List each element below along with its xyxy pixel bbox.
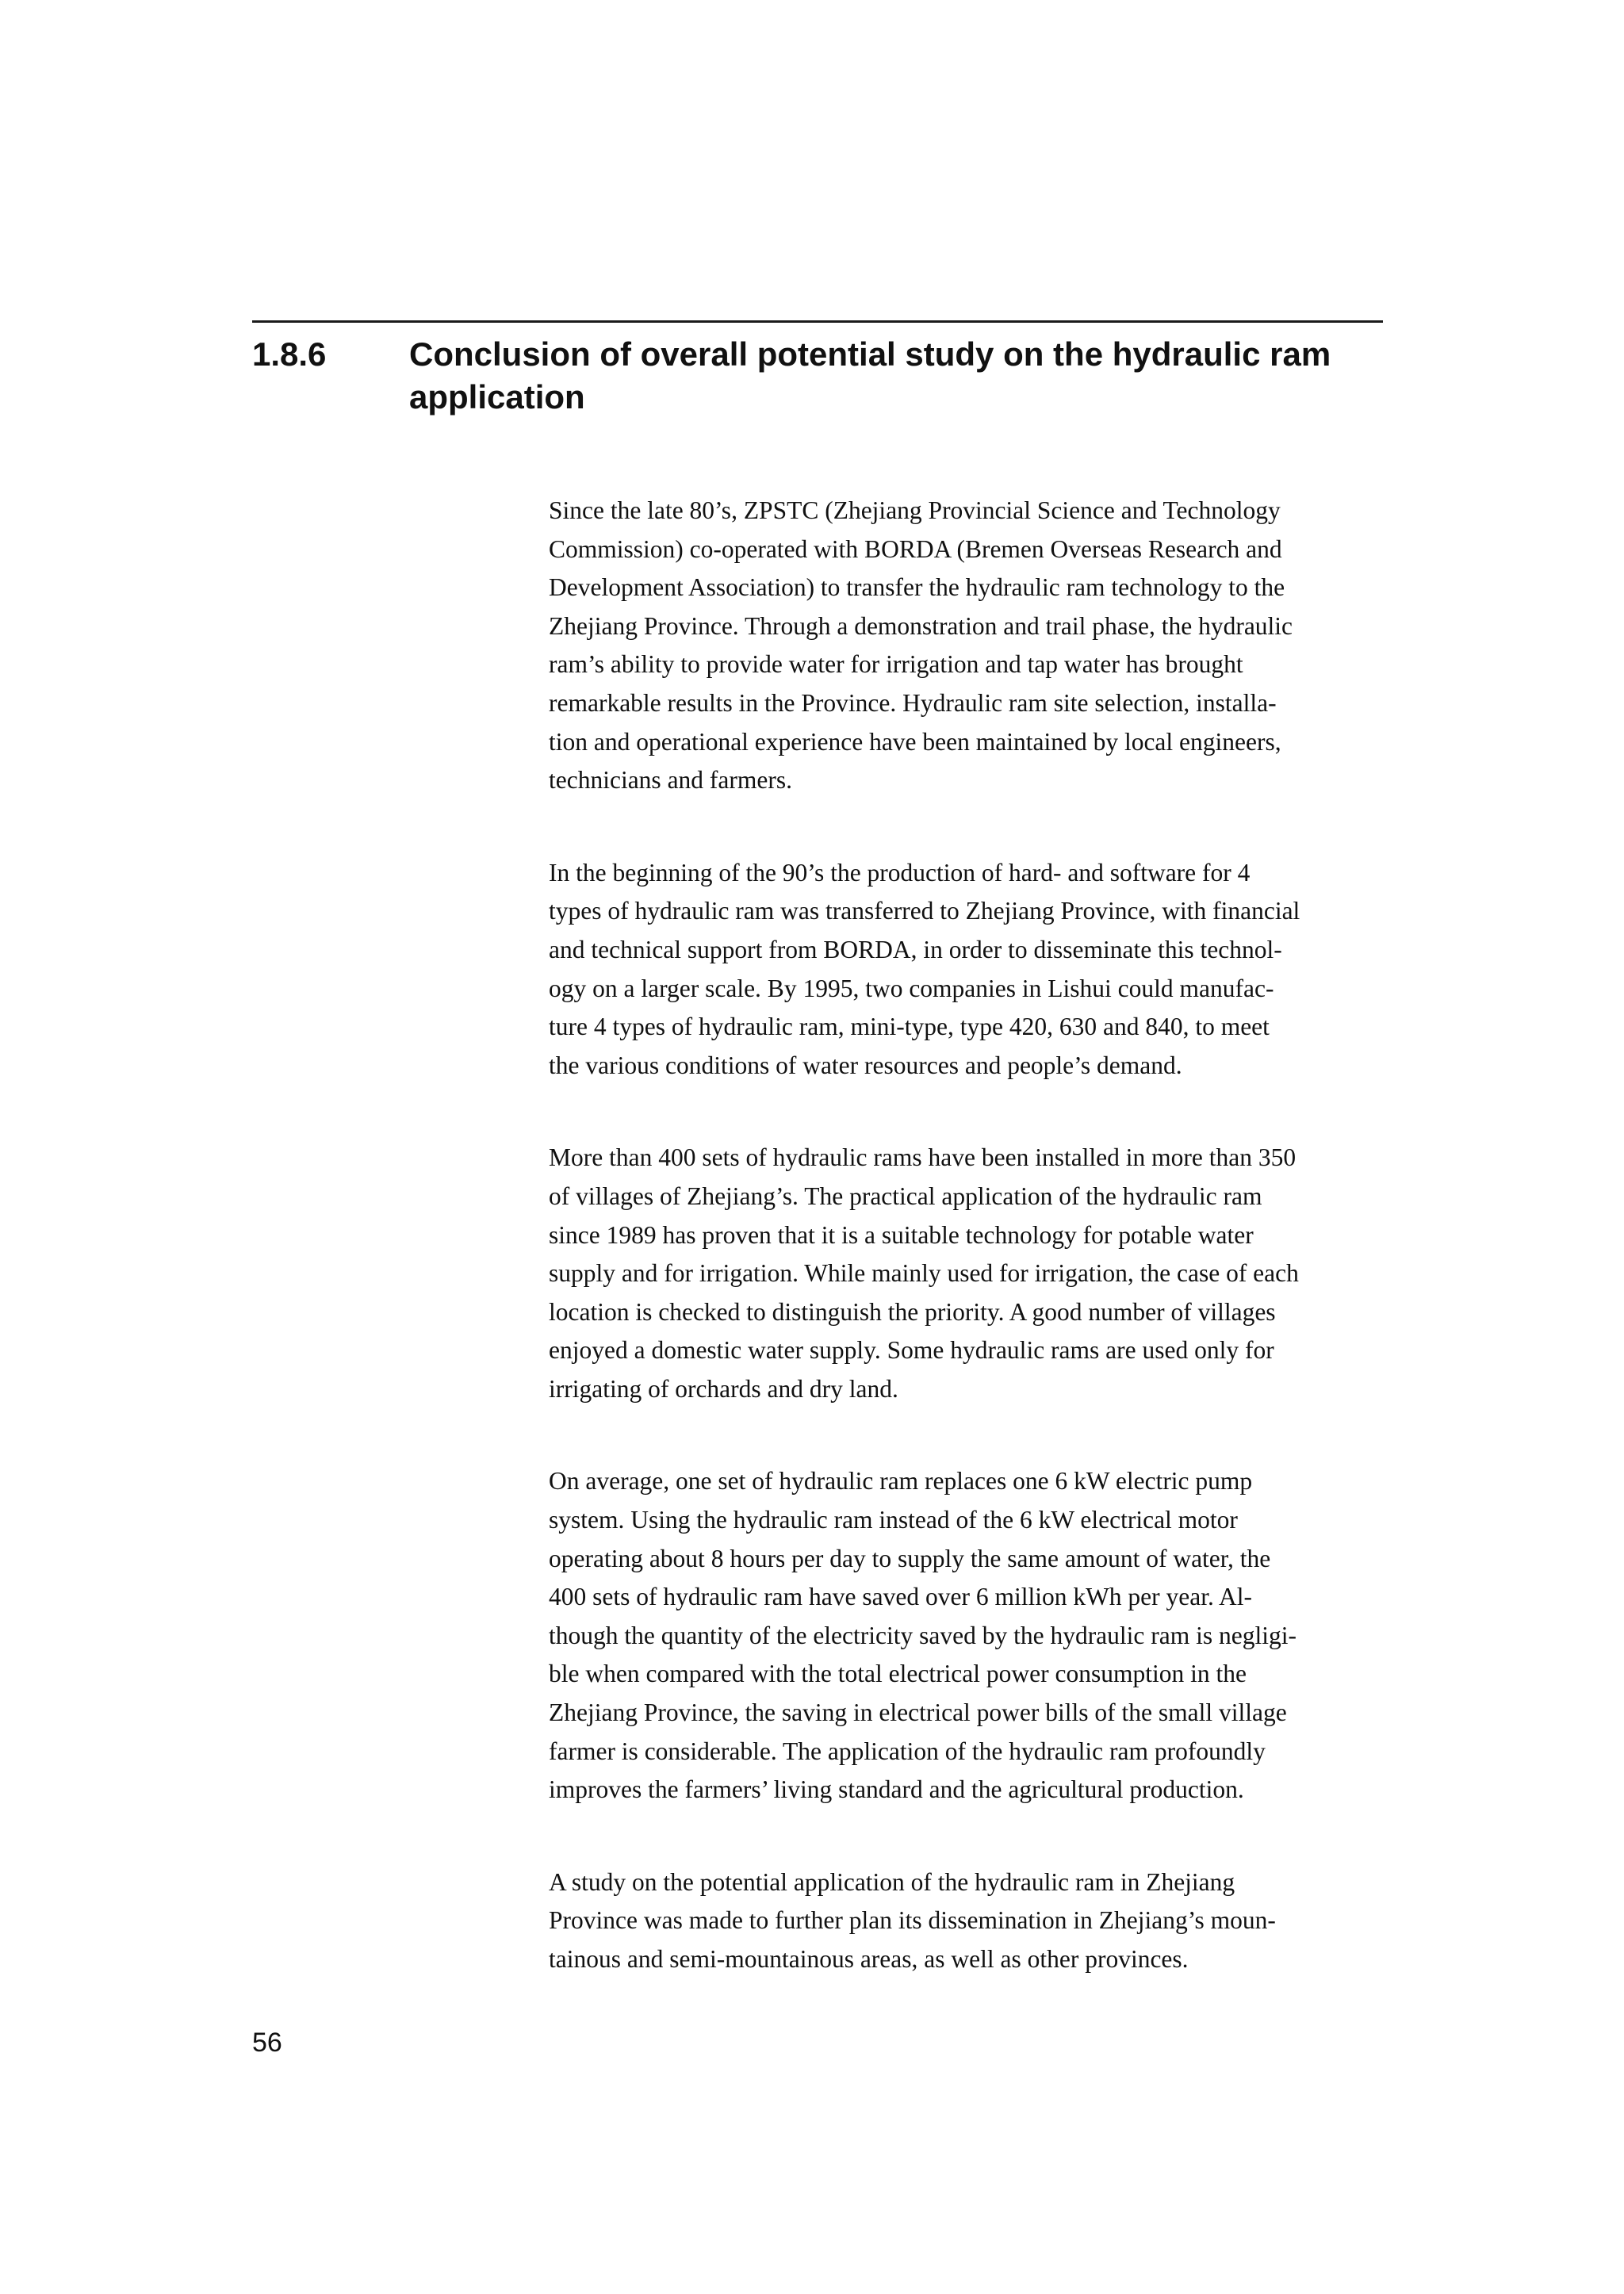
- paragraph-3: More than 400 sets of hydraulic rams have been installed in more than 350 of villages of Zhejiang’s. The practical application of the hydraulic ram since 1989 has proven that it is a suitable technology for potable water supply and for irrigation. While mainly used for irrigation, the case of each location is checked to distinguish the priority. A good number of villages enjoyed a domestic water supply. Some hydraulic rams are used only for irrigating of orchards and dry land.: [549, 1143, 1299, 1403]
- paragraph-2: In the beginning of the 90’s the production of hard- and software for 4 types of hydraulic ram was transferred to Zhejiang Province, with financial and technical support from BORDA, in order to disseminate this technol- ogy on a larger scale. By 1995, two companies in Lishui could manufac- ture 4 types of hydraulic ram, mini-type, type 420, 630 and 840, to meet the various conditions of water resources and people’s demand.: [549, 858, 1300, 1079]
- section-rule: [252, 320, 1383, 323]
- paragraph-5: A study on the potential application of the hydraulic ram in Zhejiang Province was made to further plan its dissemination in Zhejiang’s moun- tainous and semi-mountainous areas, as well as other provinces.: [549, 1867, 1276, 1973]
- section-number: 1.8.6: [252, 335, 327, 373]
- paragraph-1: Since the late 80’s, ZPSTC (Zhejiang Provincial Science and Technology Commission) co-operated with BORDA (Bremen Overseas Research and Development Association) to transfer the hydraulic ram technology to the Zhejiang Province. Through a demonstration and trail phase, the hydraulic ram’s ability to provide water for irrigation and tap water has brought remarkable results in the Province. Hydraulic ram site selection, installa- tion and operational experience have been maintained by local engineers, technicians and farmers.: [549, 496, 1293, 795]
- page-number: 56: [252, 2028, 282, 2058]
- section-title: Conclusion of overall potential study on the hydraulic ram application: [409, 335, 1331, 416]
- body-text: [549, 492, 1389, 2033]
- paragraph-4: On average, one set of hydraulic ram replaces one 6 kW electric pump system. Using the hydraulic ram instead of the 6 kW electrical motor operating about 8 hours per day to supply the same amount of water, the 400 sets of hydraulic ram have saved over 6 million kWh per year. Al- though the quantity of the electricity saved by the hydraulic ram is negligi- ble when compared with the total electrical power consumption in the Zhejiang Province, the saving in electrical power bills of the small village farmer is considerable. The application of the hydraulic ram profoundly improves the farmers’ living standard and the agricultural production.: [549, 1467, 1297, 1804]
